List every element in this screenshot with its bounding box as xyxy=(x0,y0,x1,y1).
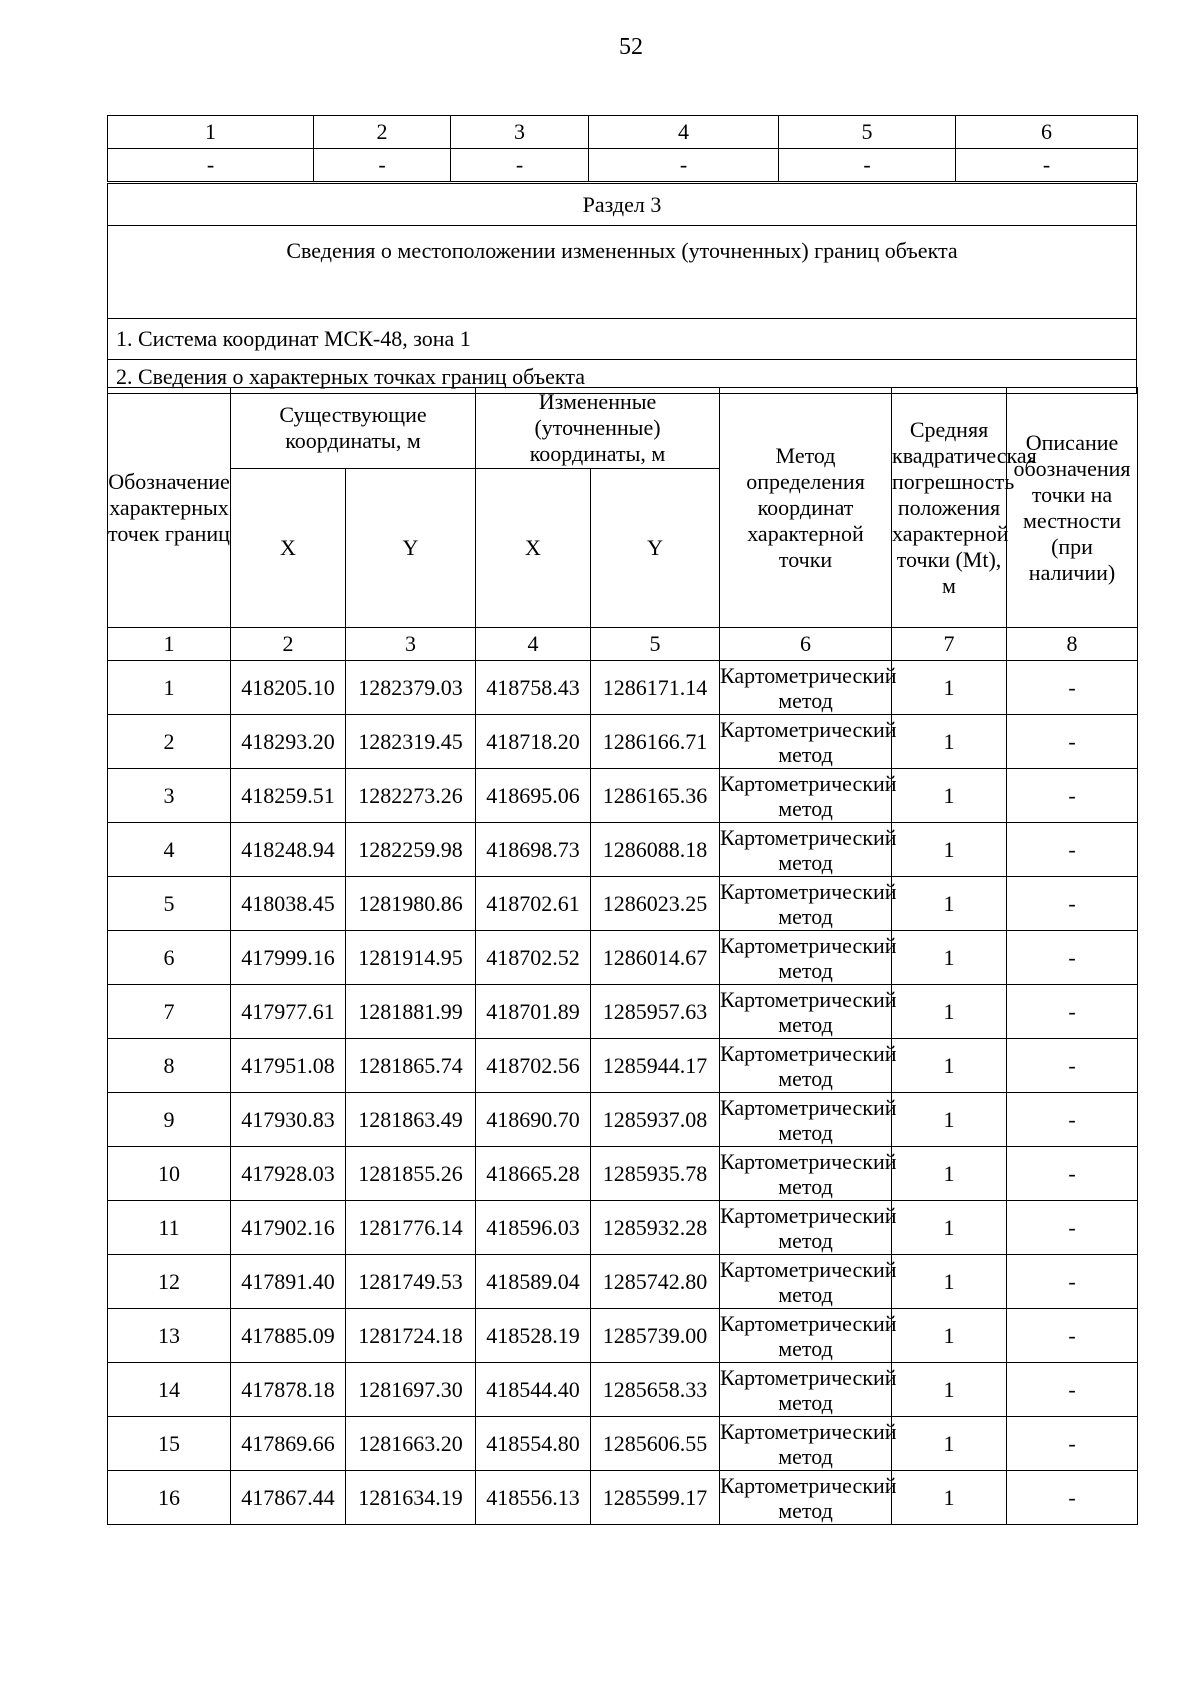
existing-y-cell: 1281634.19 xyxy=(346,1471,476,1525)
changed-x-cell: 418596.03 xyxy=(476,1201,591,1255)
point-number-cell: 5 xyxy=(108,877,231,931)
table-row xyxy=(108,1255,1138,1309)
changed-y-cell: 1285606.55 xyxy=(591,1417,720,1471)
description-cell: - xyxy=(1007,769,1138,823)
changed-x-cell: 418690.70 xyxy=(476,1093,591,1147)
table-row xyxy=(108,1363,1138,1417)
changed-x-cell: 418554.80 xyxy=(476,1417,591,1471)
existing-y-header: Y xyxy=(346,469,476,628)
description-cell: - xyxy=(1007,1471,1138,1525)
mt-value-cell: 1 xyxy=(892,1201,1007,1255)
table-row xyxy=(108,661,1138,715)
points-body xyxy=(108,661,1138,1525)
mt-value-cell: 1 xyxy=(892,931,1007,985)
point-number-cell: 16 xyxy=(108,1471,231,1525)
mt-value-cell: 1 xyxy=(892,1309,1007,1363)
mt-value-cell: 1 xyxy=(892,877,1007,931)
column-number: 4 xyxy=(476,628,591,661)
table-row xyxy=(108,1147,1138,1201)
header-cell: 5 xyxy=(779,116,956,149)
table-row xyxy=(108,1309,1138,1363)
changed-coords-header: Измененные (уточненные) координаты, м xyxy=(476,388,720,469)
description-cell: - xyxy=(1007,877,1138,931)
existing-y-cell: 1282259.98 xyxy=(346,823,476,877)
changed-y-header: Y xyxy=(591,469,720,628)
changed-y-cell: 1286014.67 xyxy=(591,931,720,985)
description-cell: - xyxy=(1007,1255,1138,1309)
point-number-cell: 6 xyxy=(108,931,231,985)
point-number-cell: 4 xyxy=(108,823,231,877)
method-cell: Картометрический метод xyxy=(720,986,897,1037)
page-number: 52 xyxy=(619,34,643,60)
method-cell: Картометрический метод xyxy=(720,878,897,929)
method-cell: Картометрический метод xyxy=(720,1418,897,1469)
description-cell: - xyxy=(1007,1201,1138,1255)
description-cell: - xyxy=(1007,1417,1138,1471)
existing-coords-header: Существующие координаты, м xyxy=(231,388,476,469)
table-row xyxy=(108,1201,1138,1255)
changed-y-cell: 1286165.36 xyxy=(591,769,720,823)
point-number-cell: 11 xyxy=(108,1201,231,1255)
existing-y-cell: 1282273.26 xyxy=(346,769,476,823)
existing-x-cell: 418205.10 xyxy=(231,661,346,715)
existing-y-cell: 1282379.03 xyxy=(346,661,476,715)
value-cell: - xyxy=(589,149,779,182)
existing-x-cell: 417999.16 xyxy=(231,931,346,985)
column-number-row xyxy=(108,628,1138,661)
method-cell: Картометрический метод xyxy=(720,1202,897,1253)
changed-y-cell: 1285599.17 xyxy=(591,1471,720,1525)
existing-x-cell: 418248.94 xyxy=(231,823,346,877)
point-number-cell: 3 xyxy=(108,769,231,823)
changed-x-cell: 418695.06 xyxy=(476,769,591,823)
method-cell: Картометрический метод xyxy=(720,1040,897,1091)
existing-y-cell: 1281855.26 xyxy=(346,1147,476,1201)
mt-value-cell: 1 xyxy=(892,1471,1007,1525)
description-cell: - xyxy=(1007,1147,1138,1201)
table-row xyxy=(108,1471,1138,1525)
value-cell: - xyxy=(956,149,1138,182)
changed-y-cell: 1286088.18 xyxy=(591,823,720,877)
changed-y-cell: 1285935.78 xyxy=(591,1147,720,1201)
section-title: Раздел 3 xyxy=(108,184,1137,226)
existing-x-cell: 417951.08 xyxy=(231,1039,346,1093)
changed-x-cell: 418544.40 xyxy=(476,1363,591,1417)
description-cell: - xyxy=(1007,823,1138,877)
changed-y-cell: 1285944.17 xyxy=(591,1039,720,1093)
header-cell: 3 xyxy=(451,116,589,149)
points-header-row-1 xyxy=(108,388,1138,469)
method-cell: Картометрический метод xyxy=(720,932,897,983)
section-subtitle: Сведения о местоположении измененных (уточненных) границ объекта xyxy=(108,226,1137,319)
changed-x-cell: 418702.61 xyxy=(476,877,591,931)
mt-value-cell: 1 xyxy=(892,1417,1007,1471)
changed-y-cell: 1285742.80 xyxy=(591,1255,720,1309)
changed-x-header: X xyxy=(476,469,591,628)
existing-x-cell: 417867.44 xyxy=(231,1471,346,1525)
point-number-cell: 1 xyxy=(108,661,231,715)
changed-y-cell: 1286171.14 xyxy=(591,661,720,715)
existing-y-cell: 1281724.18 xyxy=(346,1309,476,1363)
method-cell: Картометрический метод xyxy=(720,1094,897,1145)
description-cell: - xyxy=(1007,1309,1138,1363)
table-row xyxy=(108,823,1138,877)
existing-y-cell: 1281881.99 xyxy=(346,985,476,1039)
table-row xyxy=(108,985,1138,1039)
description-cell: - xyxy=(1007,985,1138,1039)
section-table xyxy=(107,183,1137,394)
existing-x-cell: 417902.16 xyxy=(231,1201,346,1255)
changed-y-cell: 1285932.28 xyxy=(591,1201,720,1255)
method-cell: Картометрический метод xyxy=(720,1256,897,1307)
existing-x-cell: 418259.51 xyxy=(231,769,346,823)
description-cell: - xyxy=(1007,1363,1138,1417)
changed-x-cell: 418556.13 xyxy=(476,1471,591,1525)
changed-y-cell: 1286023.25 xyxy=(591,877,720,931)
existing-y-cell: 1281663.20 xyxy=(346,1417,476,1471)
mt-value-cell: 1 xyxy=(892,769,1007,823)
table-row xyxy=(108,1093,1138,1147)
method-cell: Картометрический метод xyxy=(720,824,897,875)
description-header: Описание обозначения точки на местности (при наличии) xyxy=(1007,388,1138,628)
changed-x-cell: 418702.52 xyxy=(476,931,591,985)
mt-value-cell: 1 xyxy=(892,1255,1007,1309)
existing-x-cell: 417930.83 xyxy=(231,1093,346,1147)
existing-x-cell: 417928.03 xyxy=(231,1147,346,1201)
description-cell: - xyxy=(1007,715,1138,769)
table-row xyxy=(108,1417,1138,1471)
changed-y-cell: 1286166.71 xyxy=(591,715,720,769)
changed-y-cell: 1285937.08 xyxy=(591,1093,720,1147)
point-number-cell: 15 xyxy=(108,1417,231,1471)
column-number: 5 xyxy=(591,628,720,661)
existing-y-cell: 1281980.86 xyxy=(346,877,476,931)
description-cell: - xyxy=(1007,931,1138,985)
value-cell: - xyxy=(108,149,314,182)
changed-x-cell: 418698.73 xyxy=(476,823,591,877)
mt-value-cell: 1 xyxy=(892,1093,1007,1147)
changed-x-cell: 418718.20 xyxy=(476,715,591,769)
existing-y-cell: 1281697.30 xyxy=(346,1363,476,1417)
changed-x-cell: 418701.89 xyxy=(476,985,591,1039)
value-cell: - xyxy=(451,149,589,182)
changed-x-cell: 418589.04 xyxy=(476,1255,591,1309)
existing-y-cell: 1282319.45 xyxy=(346,715,476,769)
table-row xyxy=(108,769,1138,823)
method-cell: Картометрический метод xyxy=(720,716,897,767)
point-number-cell: 10 xyxy=(108,1147,231,1201)
description-cell: - xyxy=(1007,1039,1138,1093)
points-table xyxy=(107,387,1138,1525)
existing-x-cell: 417977.61 xyxy=(231,985,346,1039)
description-cell: - xyxy=(1007,1093,1138,1147)
column-number: 3 xyxy=(346,628,476,661)
description-cell: - xyxy=(1007,661,1138,715)
point-number-cell: 12 xyxy=(108,1255,231,1309)
mt-value-cell: 1 xyxy=(892,1147,1007,1201)
column-number: 6 xyxy=(720,628,892,661)
header-cell: 2 xyxy=(314,116,451,149)
column-number: 7 xyxy=(892,628,1007,661)
mt-value-cell: 1 xyxy=(892,661,1007,715)
value-cell: - xyxy=(314,149,451,182)
changed-x-cell: 418665.28 xyxy=(476,1147,591,1201)
method-cell: Картометрический метод xyxy=(720,662,897,713)
point-number-cell: 7 xyxy=(108,985,231,1039)
existing-x-cell: 418038.45 xyxy=(231,877,346,931)
changed-y-cell: 1285658.33 xyxy=(591,1363,720,1417)
existing-y-cell: 1281776.14 xyxy=(346,1201,476,1255)
method-cell: Картометрический метод xyxy=(720,1310,897,1361)
table-row xyxy=(108,715,1138,769)
point-number-cell: 8 xyxy=(108,1039,231,1093)
column-number: 8 xyxy=(1007,628,1138,661)
mt-value-cell: 1 xyxy=(892,1363,1007,1417)
method-cell: Картометрический метод xyxy=(720,1148,897,1199)
designation-header: Обозначение характерных точек границ xyxy=(108,388,231,628)
existing-x-cell: 417891.40 xyxy=(231,1255,346,1309)
coordinate-system: 1. Система координат МСК-48, зона 1 xyxy=(108,319,1137,360)
existing-x-header: X xyxy=(231,469,346,628)
mt-value-cell: 1 xyxy=(892,715,1007,769)
existing-x-cell: 417878.18 xyxy=(231,1363,346,1417)
table-row xyxy=(108,931,1138,985)
point-number-cell: 13 xyxy=(108,1309,231,1363)
existing-y-cell: 1281914.95 xyxy=(346,931,476,985)
mt-value-cell: 1 xyxy=(892,823,1007,877)
changed-y-cell: 1285957.63 xyxy=(591,985,720,1039)
continuation-header-row xyxy=(108,116,1138,149)
changed-y-cell: 1285739.00 xyxy=(591,1309,720,1363)
column-number: 2 xyxy=(231,628,346,661)
point-number-cell: 9 xyxy=(108,1093,231,1147)
changed-x-cell: 418528.19 xyxy=(476,1309,591,1363)
changed-x-cell: 418702.56 xyxy=(476,1039,591,1093)
header-cell: 6 xyxy=(956,116,1138,149)
table-row xyxy=(108,877,1138,931)
existing-x-cell: 418293.20 xyxy=(231,715,346,769)
changed-x-cell: 418758.43 xyxy=(476,661,591,715)
method-cell: Картометрический метод xyxy=(720,770,897,821)
continuation-value-row xyxy=(108,149,1138,182)
method-header: Метод определения координат характерной точки xyxy=(720,388,892,628)
mt-value-cell: 1 xyxy=(892,1039,1007,1093)
value-cell: - xyxy=(779,149,956,182)
existing-y-cell: 1281749.53 xyxy=(346,1255,476,1309)
header-cell: 1 xyxy=(108,116,314,149)
method-cell: Картометрический метод xyxy=(720,1472,897,1523)
method-cell: Картометрический метод xyxy=(720,1364,897,1415)
continuation-table xyxy=(107,115,1138,182)
table-row xyxy=(108,1039,1138,1093)
point-number-cell: 14 xyxy=(108,1363,231,1417)
mt-value-cell: 1 xyxy=(892,985,1007,1039)
existing-y-cell: 1281865.74 xyxy=(346,1039,476,1093)
column-number: 1 xyxy=(108,628,231,661)
error-header: Средняя квадратическая погрешность положения характерной точки (Mt), м xyxy=(892,388,1007,628)
header-cell: 4 xyxy=(589,116,779,149)
existing-x-cell: 417885.09 xyxy=(231,1309,346,1363)
existing-x-cell: 417869.66 xyxy=(231,1417,346,1471)
point-number-cell: 2 xyxy=(108,715,231,769)
existing-y-cell: 1281863.49 xyxy=(346,1093,476,1147)
points-caption: 2. Сведения о характерных точках границ объекта xyxy=(108,360,1137,394)
